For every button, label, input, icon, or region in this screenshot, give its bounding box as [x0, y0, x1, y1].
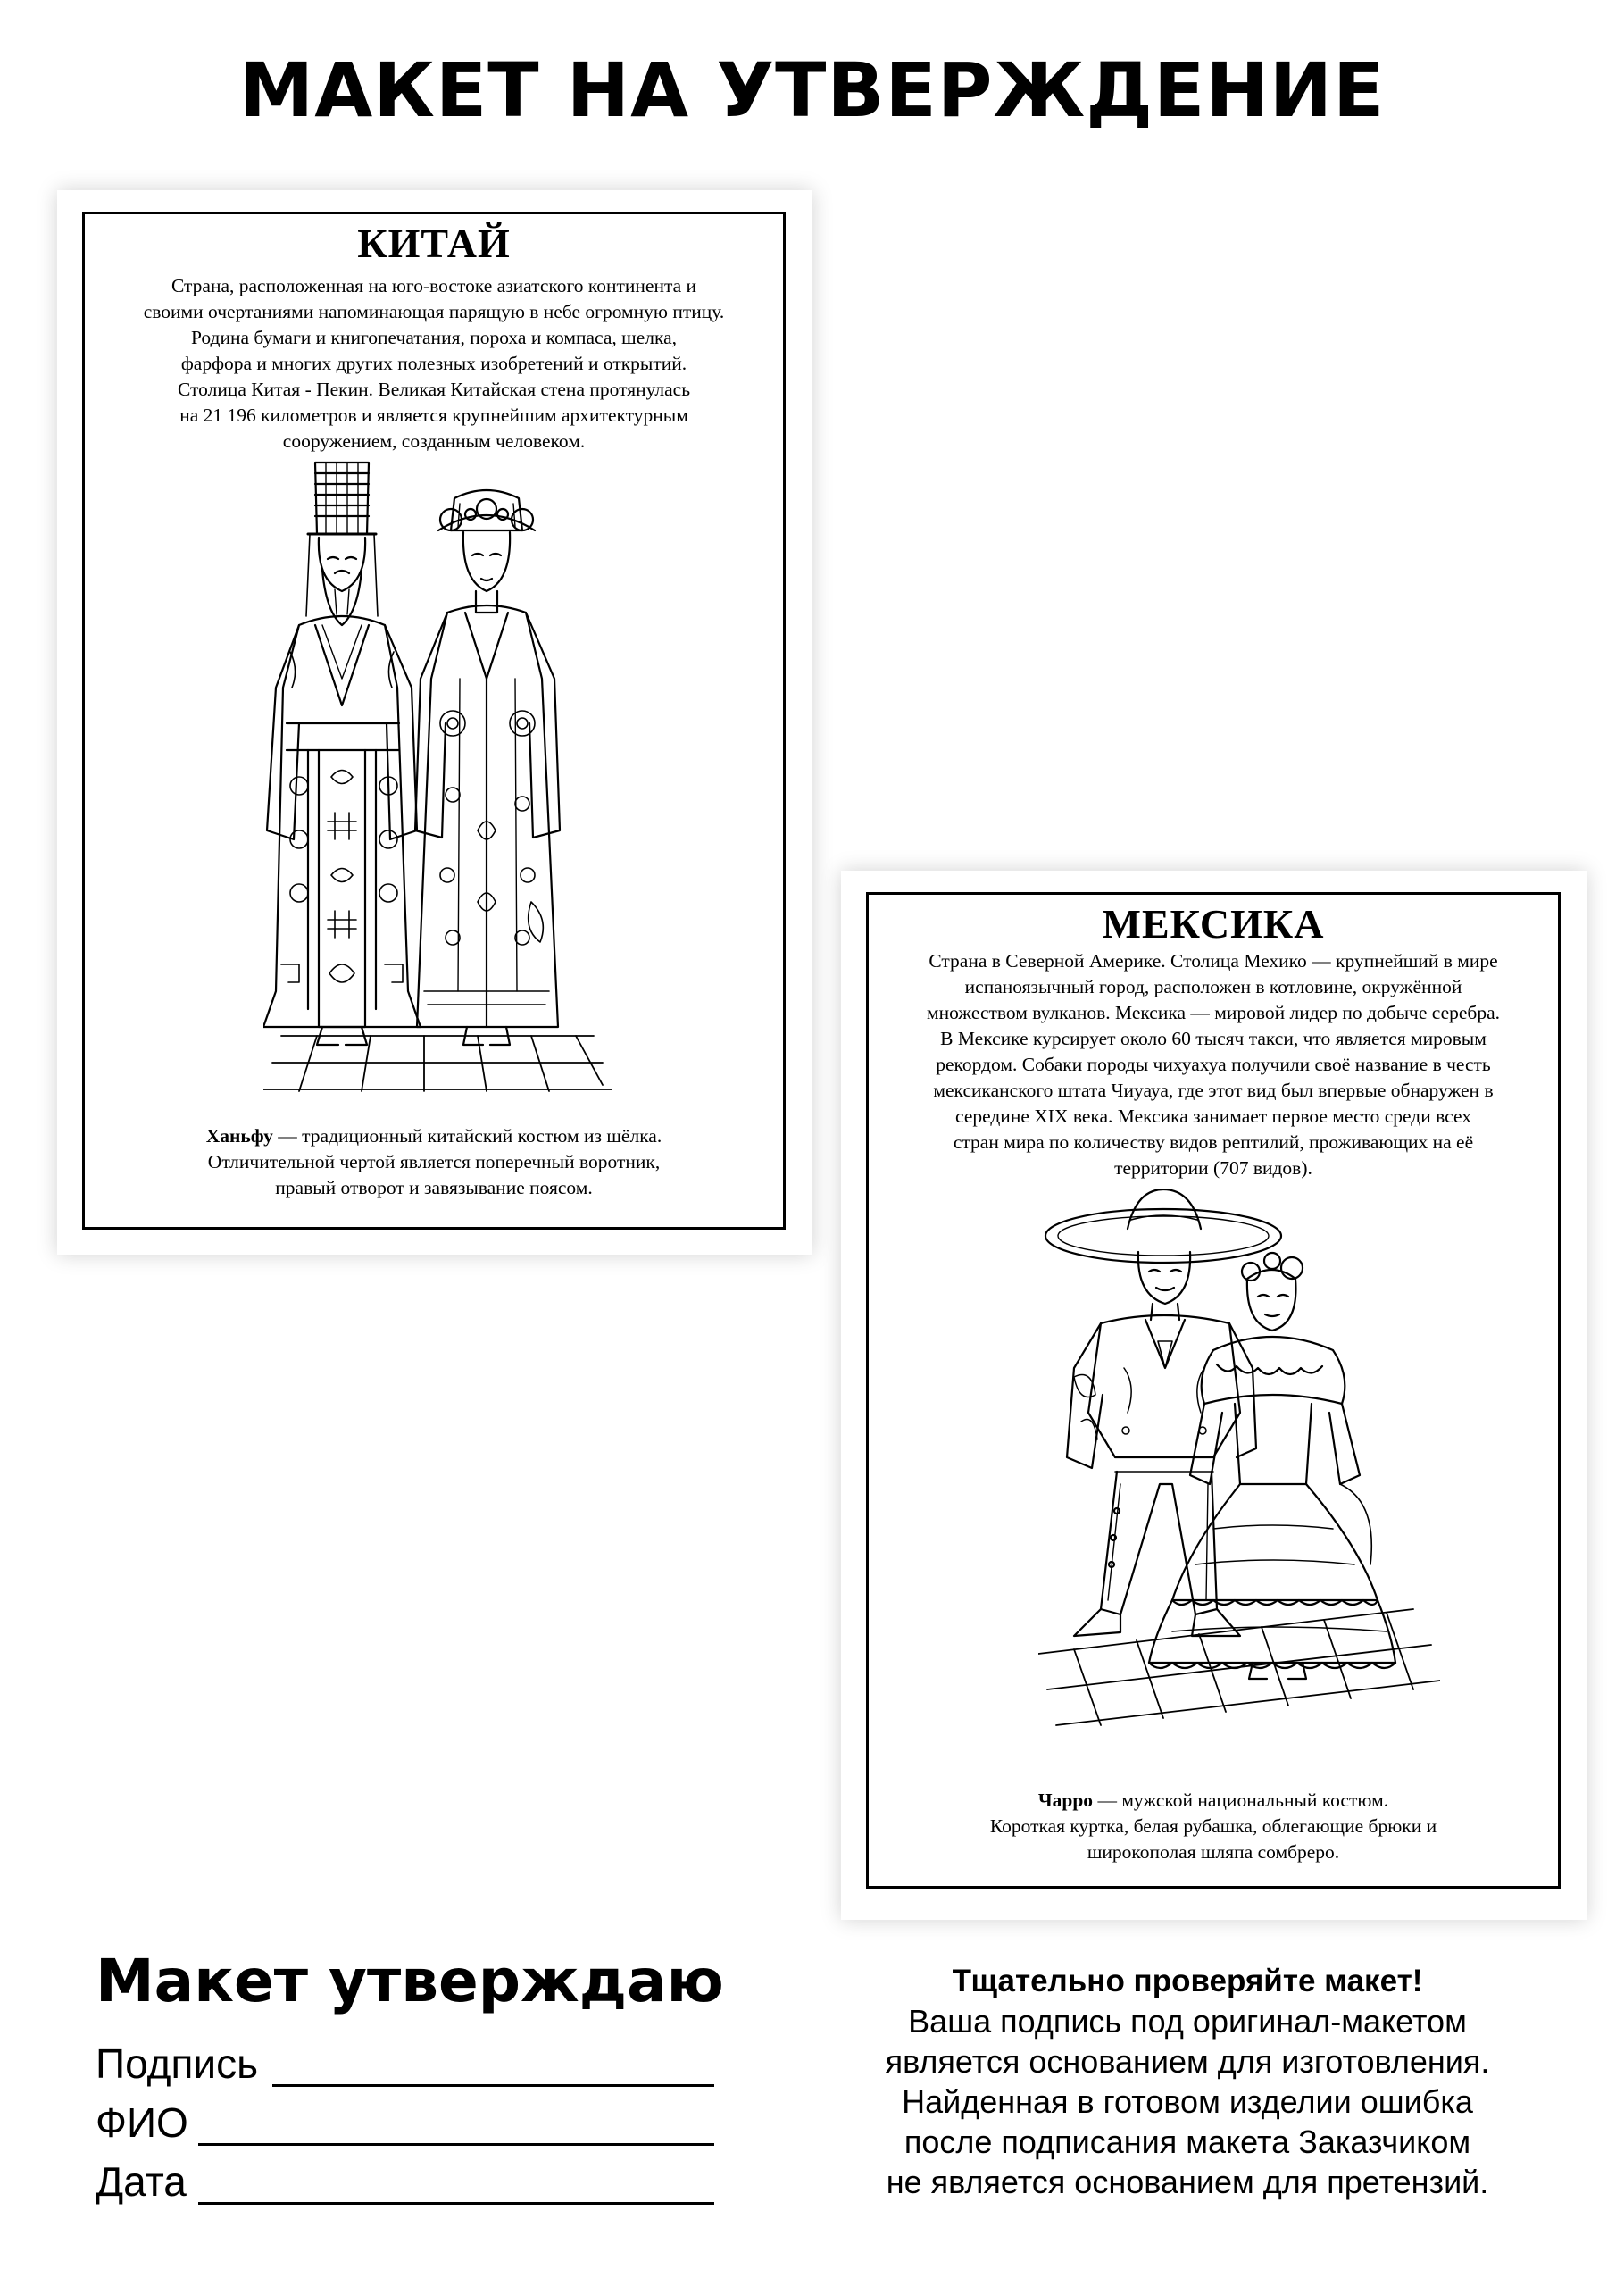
caption-line: Короткая куртка, белая рубашка, облегающие брюки и [989, 1815, 1437, 1837]
text-line: территории (707 видов). [1114, 1157, 1312, 1179]
caption-line [878, 1788, 1549, 1814]
caption-term: Чарро [1037, 1790, 1094, 1811]
china-card-text [94, 273, 774, 455]
mexico-card-frame [866, 892, 1561, 1889]
caption-text: — мужской национальный костюм. [1093, 1790, 1389, 1811]
approval-title: Макет утверждаю [96, 1947, 724, 2015]
text-line: испаноязычный город, расположен в котловине, окружённой [964, 976, 1462, 997]
text-line: рекордом. Собаки породы чихуахуа получили своё название в честь [936, 1054, 1491, 1075]
text-line: фарфора и многих других полезных изобретений и открытий. [180, 353, 687, 374]
notice-line: Найденная в готовом изделии ошибка [902, 2083, 1473, 2120]
signature-line[interactable] [272, 2084, 714, 2087]
caption-line: широкополая шляпа сомбреро. [1087, 1841, 1340, 1863]
text-line: множеством вулканов. Мексика — мировой лидер по добыче серебра. [926, 1002, 1501, 1023]
china-card-title: КИТАЙ [357, 221, 511, 266]
text-line: Столица Китая - Пекин. Великая Китайская стена протянулась [177, 379, 691, 400]
text-line: Страна в Северной Америке. Столица Мехико — крупнейший в мире [929, 950, 1498, 972]
page-title: МАКЕТ НА УТВЕРЖДЕНИЕ [238, 46, 1386, 134]
mexico-card-text [878, 948, 1549, 1181]
text-line: середине XIX века. Мексика занимает первое место среди всех [955, 1105, 1471, 1127]
caption-text: — традиционный китайский костюм из шёлка. [272, 1125, 662, 1147]
china-card-frame [82, 212, 786, 1230]
text-line: стран мира по количеству видов рептилий, проживающих на её [953, 1131, 1474, 1153]
charro-illustration [1038, 1189, 1440, 1743]
text-line: сооружением, созданным человеком. [282, 430, 586, 452]
name-line[interactable] [198, 2143, 714, 2146]
china-card [57, 190, 812, 1255]
date-label: Дата [96, 2158, 187, 2205]
text-line: на 21 196 километров и является крупнейшим архитектурным [179, 405, 688, 426]
caption-term: Ханьфу [205, 1125, 273, 1147]
floor-tiles [263, 1036, 612, 1091]
hanfu-illustration [263, 455, 612, 1094]
name-label: ФИО [96, 2099, 188, 2146]
notice-line: Ваша подпись под оригинал-макетом [908, 2003, 1467, 2040]
notice-line: является основанием для изготовления. [885, 2043, 1490, 2080]
text-line: В Мексике курсирует около 60 тысяч такси, что является мировым [940, 1028, 1487, 1049]
notice-line: после подписания макета Заказчиком [904, 2123, 1471, 2160]
mexico-card [841, 871, 1587, 1920]
signature-label: Подпись [96, 2040, 259, 2087]
text-line: своими очертаниями напоминающая парящую в небе огромную птицу. [143, 301, 725, 322]
china-card-caption [94, 1123, 774, 1201]
text-line: Родина бумаги и книгопечатания, пороха и компаса, шелка, [190, 327, 678, 348]
date-line[interactable] [198, 2202, 714, 2205]
text-line: мексиканского штата Чиуауа, где этот вид был впервые обнаружен в [933, 1080, 1494, 1101]
notice-line: не является основанием для претензий. [886, 2164, 1489, 2200]
approval-notice [786, 1961, 1589, 2202]
caption-line: Отличительной чертой является поперечный воротник, [207, 1151, 661, 1172]
notice-heading: Тщательно проверяйте макет! [952, 1964, 1423, 1998]
caption-line [94, 1123, 774, 1149]
caption-line: правый отворот и завязывание поясом. [275, 1177, 593, 1198]
text-line: Страна, расположенная на юго-востоке азиатского континента и [171, 275, 697, 296]
mexico-card-title: МЕКСИКА [1102, 901, 1325, 947]
mexico-card-caption [878, 1788, 1549, 1865]
